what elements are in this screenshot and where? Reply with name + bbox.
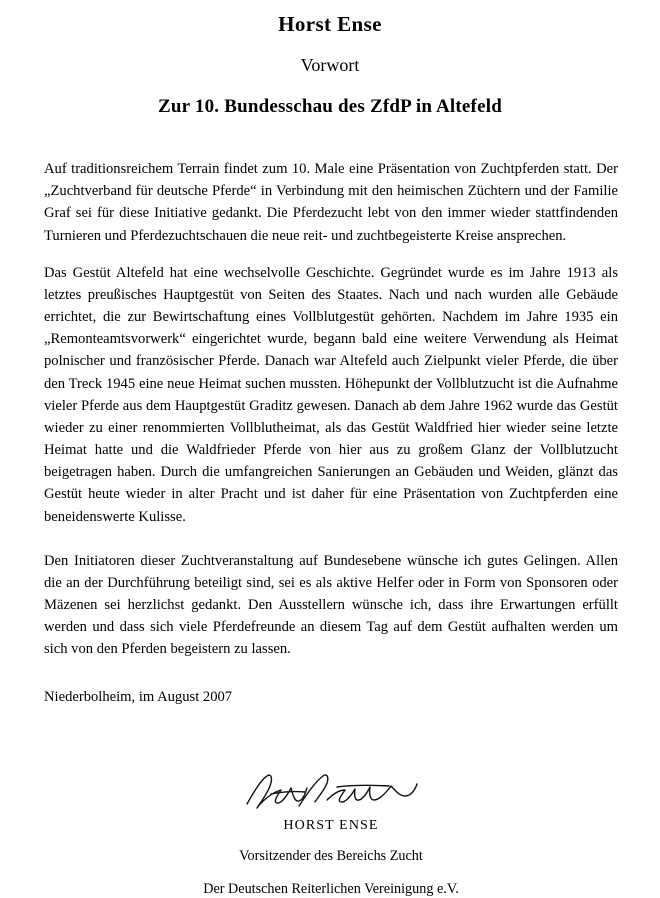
paragraph-2: Das Gestüt Altefeld hat eine wechselvolle Geschichte. Gegründet wurde es im Jahre 1913 als letztes preußisches Hauptgestüt von Seiten des Staates. Nach und nach wurden alle Gebäude errichtet, die zur Bewirtschaftung eines Vollblutgestüt gehörten. Nachdem im Jahre 1935 ein „Remonteamtsvorwerk“ eingerichtet wurde, begann bald eine weitere Verwendung als Heimat polnischer und französischer Pferde. Danach war Altefeld auch Zielpunkt vieler Pferde, die über den Treck 1945 eine neue Heimat suchen mussten. Höhepunkt der Vollblutzucht ist die Aufnahme vieler Pferde aus dem Hauptgestüt Graditz gewesen. Danach ab dem Jahre 1962 wurde das Gestüt wieder zu einer renommierten Vollblutheimat, als das Gestüt Waldfried hier wieder seine letzte Heimat hatte und die Waldfrieder Pferde von hier aus zu großem Glanz der Vollblutzucht beigetragen haben. Durch die umfangreichen Sanierungen an Gebäuden und Weiden, glänzt das Gestüt heute wieder in alter Pracht und ist daher für eine Präsentation von Zuchtpferden eine beneidenswerte Kulisse.	[44, 264, 618, 525]
signature-block	[44, 770, 618, 898]
dateline: Niederbolheim, im August 2007	[44, 688, 233, 705]
paragraph-1: Auf traditionsreichem Terrain findet zum 10. Male eine Präsentation von Zuchtpferden statt. Der „Zuchtverband für deutsche Pferde“ in Verbindung mit den heimischen Züchtern und der Familie Graf sei für diese Initiative gedankt. Die Pferdezucht lebt von den immer wieder stattfindenden Turnieren und Pferdezuchtschauen die neue reit- und zuchtbegeisterte Kreise ansprechen.	[44, 161, 618, 244]
handwritten-signature-icon	[241, 770, 421, 816]
signature-name: HORST ENSE	[283, 817, 379, 833]
document-header	[0, 0, 660, 118]
document-body	[0, 158, 660, 898]
signature-organization: Der Deutschen Reiterlichen Vereinigung e.V.	[203, 880, 459, 897]
author-name: Horst Ense	[278, 12, 382, 36]
document-kind: Vorwort	[300, 55, 360, 75]
signature-role: Vorsitzender des Bereichs Zucht	[239, 847, 423, 864]
paragraph-3: Den Initiatoren dieser Zuchtveranstaltung auf Bundesebene wünsche ich gutes Gelingen. Allen die an der Durchführung beteiligt sind, sei es als aktive Helfer oder in Form von Sponsoren oder Mäzenen sei herzlichst gedankt. Den Ausstellern wünsche ich, dass ihre Erwartungen erfüllt werden und dass sich viele Pferdefreunde an diesem Tag auf dem Gestüt aufhalten werden um sich von den Pferden begeistern zu lassen.	[44, 552, 618, 658]
page-title: Zur 10. Bundesschau des ZfdP in Altefeld	[158, 96, 502, 117]
